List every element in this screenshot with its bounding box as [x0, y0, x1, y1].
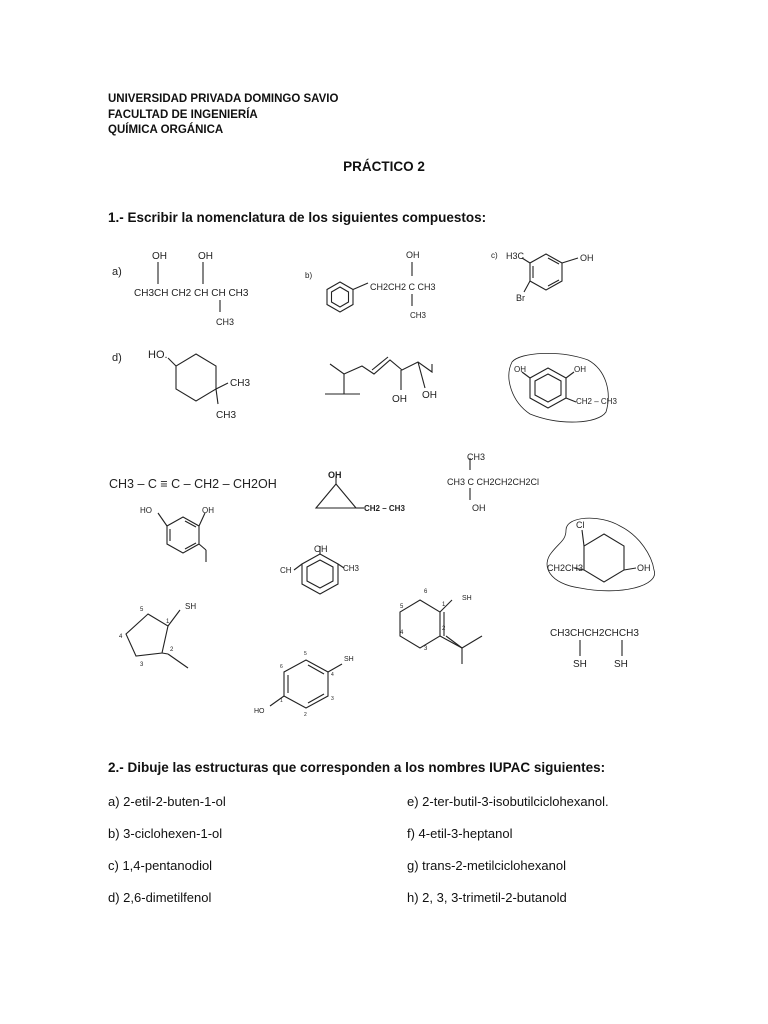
num-6-ch: 6 — [424, 589, 428, 595]
answer-f: f) 4-etil-3-heptanol — [407, 826, 513, 841]
oh-diene-1: OH — [392, 394, 407, 405]
num-1-cp: 1 — [166, 619, 170, 625]
label-a: a) — [112, 266, 122, 278]
num-1-tp: 1 — [280, 698, 283, 704]
ch3-phenol-2: CH3 — [343, 564, 360, 573]
ethyl-ring: CH2CH3 — [547, 563, 584, 573]
answer-a: a) 2-etil-2-buten-1-ol — [108, 794, 226, 809]
answer-c: c) 1,4-pentanodiol — [108, 858, 213, 873]
num-5-ch: 5 — [400, 604, 404, 610]
ethyl-cyclopropane: CH2 – CH3 — [364, 504, 405, 513]
oh-res-1: OH — [514, 365, 526, 374]
chloro-chain: CH3 C CH2CH2CH2Cl — [447, 477, 540, 487]
ch3-d2: CH3 — [216, 410, 237, 421]
question-2: 2.- Dibuje las estructuras que corresponden a los nombres IUPAC siguientes: — [108, 760, 606, 775]
answer-g: g) trans-2-metilciclohexanol — [407, 858, 566, 873]
num-1-ch: 1 — [442, 602, 446, 608]
ho-thiophenol: HO — [254, 708, 265, 715]
num-2-cp: 2 — [170, 647, 174, 653]
question-1: 1.- Escribir la nomenclatura de los siguientes compuestos: — [108, 210, 487, 225]
answer-h: h) 2, 3, 3-trimetil-2-butanold — [407, 890, 567, 905]
faculty-name: FACULTAD DE INGENIERÍA — [108, 108, 258, 121]
cl-ring: Cl — [576, 520, 585, 530]
ho-d: HO. — [148, 349, 168, 361]
num-4-ch: 4 — [400, 630, 404, 636]
ch3-b: CH3 — [410, 311, 427, 320]
oh-cyclopropane: OH — [328, 470, 342, 480]
alkyne-formula: CH3 – C ≡ C – CH2 – CH2OH — [109, 477, 277, 491]
num-5-tp: 5 — [304, 651, 307, 657]
sh-dithiol-2: SH — [614, 659, 628, 670]
oh-ring: OH — [637, 563, 651, 573]
page-title: PRÁCTICO 2 — [343, 159, 425, 174]
course-name: QUÍMICA ORGÁNICA — [108, 124, 224, 136]
br-c: Br — [516, 293, 525, 303]
ch3-a: CH3 — [216, 317, 235, 327]
num-3-tp: 3 — [331, 696, 334, 702]
oh-phenol: OH — [314, 544, 328, 554]
oh-a1: OH — [152, 251, 167, 262]
num-2-tp: 2 — [304, 712, 307, 718]
num-3-ch: 3 — [424, 646, 428, 652]
answer-d: d) 2,6-dimetilfenol — [108, 890, 212, 905]
ch3-d1: CH3 — [230, 378, 251, 389]
sh-cyclohexene: SH — [462, 595, 472, 602]
ho-res2: HO — [140, 506, 152, 515]
oh-c: OH — [580, 253, 594, 263]
num-5-cp: 5 — [140, 607, 144, 613]
oh-diene-2: OH — [422, 390, 437, 401]
oh-chloro: OH — [472, 503, 486, 513]
label-c: c) — [491, 251, 498, 260]
h3c-c: H3C — [506, 251, 525, 261]
sh-dithiol-1: SH — [573, 659, 587, 670]
ch3-phenol-1: CH — [280, 566, 292, 575]
oh-a2: OH — [198, 251, 213, 262]
num-4-tp: 4 — [331, 672, 334, 678]
sh-thiophenol: SH — [344, 656, 354, 663]
university-name: UNIVERSIDAD PRIVADA DOMINGO SAVIO — [108, 93, 339, 105]
answer-b: b) 3-ciclohexen-1-ol — [108, 826, 223, 841]
ethyl-res: CH2 – CH3 — [576, 397, 617, 406]
num-2-ch: 2 — [442, 626, 446, 632]
label-d: d) — [112, 352, 122, 364]
chain-b: CH2CH2 C CH3 — [370, 282, 436, 292]
num-6-tp: 6 — [280, 664, 283, 670]
num-3-cp: 3 — [140, 662, 144, 668]
dithiol-chain: CH3CHCH2CHCH3 — [550, 628, 639, 639]
oh-res-2: OH — [574, 365, 586, 374]
oh-b: OH — [406, 250, 420, 260]
label-b: b) — [305, 271, 313, 280]
answer-e: e) 2-ter-butil-3-isobutilciclohexanol. — [407, 794, 609, 809]
sh-cyclopentane: SH — [185, 602, 197, 611]
ch3-top: CH3 — [467, 452, 486, 462]
oh-res2: OH — [202, 506, 214, 515]
chain-a: CH3CH CH2 CH CH CH3 — [134, 288, 249, 299]
num-4-cp: 4 — [119, 634, 123, 640]
